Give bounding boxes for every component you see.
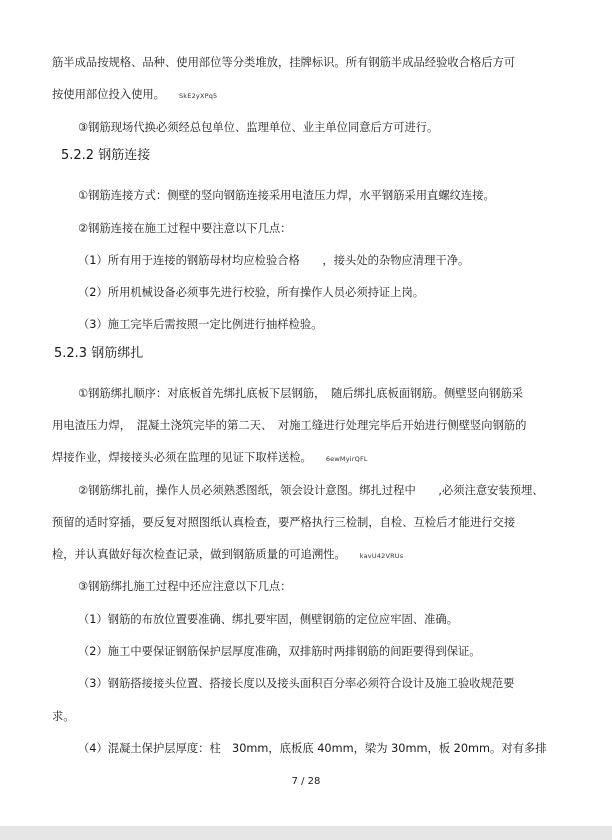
text-line: （4）混凝土保护层厚度：柱 30mm，底板底 40mm，梁为 30mm，板 20mm。对有多排 <box>78 742 547 755</box>
text-line: （3）钢筋搭接接头位置、搭接长度以及接头面积百分率必须符合设计及施工验收规范要 <box>78 677 515 690</box>
text-line: 焊接作业，焊接接头必须在监理的见证下取样送检。 6ewMyirQFL <box>52 451 368 464</box>
section-heading: 5.2.2 钢筋连接 <box>61 148 151 163</box>
watermark-code: kavU42VRUs <box>359 552 404 560</box>
text-line: （2）施工中要保证钢筋保护层厚度准确，双排筋时两排钢筋的间距要得到保证。 <box>78 645 481 658</box>
page-number: 7 / 28 <box>291 776 321 787</box>
text-line: 筋半成品按规格、品种、使用部位等分类堆放，挂牌标识。所有钢筋半成品经验收合格后方可 <box>52 56 516 69</box>
text-line: （1）所有用于连接的钢筋母材均应检验合格 ，接头处的杂物应清理干净。 <box>78 254 470 267</box>
text-line: （3）施工完毕后需按照一定比例进行抽样检验。 <box>78 318 323 331</box>
text-line: （2）所用机械设备必须事先进行校验，所有操作人员必须持证上岗。 <box>78 286 425 299</box>
text-line: ①钢筋连接方式：侧壁的竖向钢筋连接采用电渣压力焊，水平钢筋采用直螺纹连接。 <box>78 189 495 202</box>
text-line: （1）钢筋的布放位置要准确、绑扎要牢固，侧壁钢筋的定位应牢固、准确。 <box>78 613 458 626</box>
text-line: 检，并认真做好每次检查记录，做到钢筋质量的可追溯性。 kavU42VRUs <box>52 548 404 561</box>
watermark-code: SkE2yXPq5 <box>178 92 218 100</box>
text-line: 用电渣压力焊， 混凝土浇筑完毕的第二天、 对施工缝进行处理完毕后开始进行侧壁竖向钢筋的 <box>52 419 527 432</box>
text-line: ②钢筋连接在施工过程中要注意以下几点： <box>78 222 292 235</box>
text-line: 预留的适时穿插，要反复对照图纸认真检查，要严格执行三检制，自检、互检后才能进行交接 <box>52 516 516 529</box>
text-line: 求。 <box>52 710 75 723</box>
text-line: ③钢筋现场代换必须经总包单位、监理单位、业主单位同意后方可进行。 <box>78 121 439 134</box>
section-heading: 5.2.3 钢筋绑扎 <box>54 346 144 361</box>
watermark-code: 6ewMyirQFL <box>325 455 368 463</box>
text-line: ②钢筋绑扎前，操作人员必须熟悉图纸，领会设计意图。绑扎过程中 ,必须注意安装预埋、 <box>78 484 544 497</box>
text-line: ③钢筋绑扎施工过程中还应注意以下几点： <box>78 580 292 593</box>
text-line: ①钢筋绑扎顺序：对底板首先绑扎底板下层钢筋， 随后绑扎底板面钢筋。侧壁竖向钢筋采 <box>78 387 524 400</box>
text-line: 按使用部位投入使用。 SkE2yXPq5 <box>52 88 218 101</box>
